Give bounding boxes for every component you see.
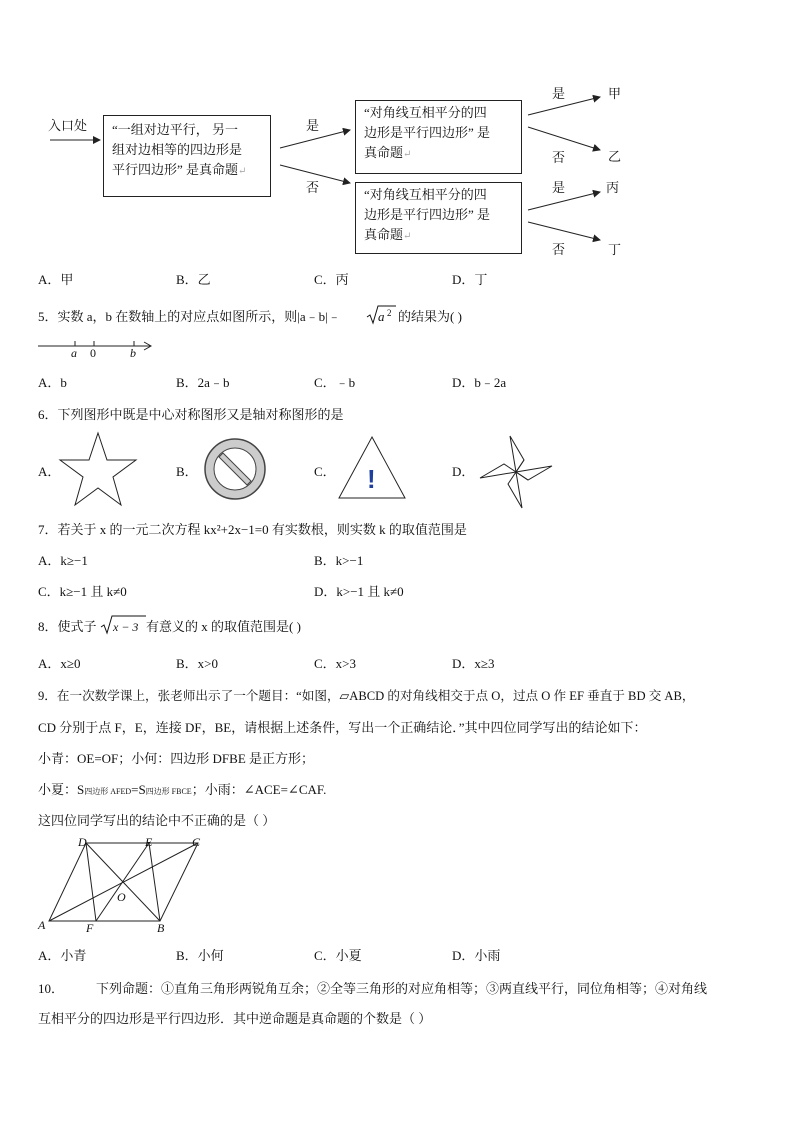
q7-option-b[interactable]: B．k>−1 (314, 553, 364, 568)
axis-label-0: 0 (90, 346, 96, 360)
entry-label: 入口处 (48, 118, 88, 133)
q9-option-b[interactable]: B．小何 (176, 948, 224, 963)
box3-line-2: 边形是平行四边形” 是 (364, 207, 491, 222)
q5-stem-a: 5．实数 a，b 在数轴上的对应点如图所示，则|a﹣b|﹣ (38, 309, 341, 324)
box1-line-3: 平行四边形” 是真命题↵ (112, 162, 247, 177)
q4-option-d[interactable]: D．丁 (452, 272, 488, 287)
q7-option-c[interactable]: C．k≥−1 且 k≠0 (38, 584, 127, 599)
q10-line-2: 互相平分的四边形是平行四边形．其中逆命题是真命题的个数是（ ） (38, 1011, 432, 1026)
q4-option-b[interactable]: B．乙 (176, 272, 211, 287)
q8-option-b[interactable]: B．x>0 (176, 656, 219, 671)
q9-option-c[interactable]: C．小夏 (314, 948, 362, 963)
q5-stem-b: 的结果为( ) (398, 309, 462, 324)
q9-subscript-1: 四边形 AFED (84, 787, 132, 796)
axis-label-b: b (130, 346, 136, 360)
no-label-3: 否 (552, 242, 566, 257)
q8-sqrt-expr: x − 3 (113, 620, 139, 634)
point-label-e: E (145, 835, 153, 849)
output-bing: 丙 (606, 180, 620, 195)
yes-label-2: 是 (552, 86, 566, 101)
q6-label-d[interactable]: D． (452, 464, 475, 479)
prohibition-icon (202, 436, 272, 506)
box3-line-3: 真命题↵ (364, 227, 412, 242)
q10-line-1: 下列命题：①直角三角形两锐角互余；②全等三角形的对应角相等；③两直线平行，同位角相等；④对角线 (96, 981, 708, 996)
q6-label-c[interactable]: C． (314, 464, 336, 479)
q5-option-c[interactable]: C．﹣b (314, 375, 356, 390)
q8-stem-a: 8．使式子 (38, 619, 97, 634)
q10-number: 10． (38, 981, 65, 996)
point-label-d: D (78, 835, 87, 849)
star-icon (60, 430, 140, 510)
q9-subscript-2: 四边形 FBCE (145, 787, 192, 796)
box1-line-2: 组对边相等的四边形是 (112, 142, 243, 157)
box1-line-1: “一组对边平行， 另一 (112, 122, 239, 137)
q4-option-a[interactable]: A．甲 (38, 272, 74, 287)
q9-line-5: 这四位同学写出的结论中不正确的是（ ） (38, 813, 276, 828)
axis-label-a: a (71, 346, 77, 360)
point-label-o: O (117, 890, 126, 904)
no-arrow-3 (528, 222, 600, 240)
q9-option-d[interactable]: D．小雨 (452, 948, 501, 963)
q4-option-c[interactable]: C．丙 (314, 272, 349, 287)
q9-line-2: CD 分别于点 F，E，连接 DF，BE，请根据上述条件，写出一个正确结论．”其中四位同学写出的结论如下： (38, 720, 647, 735)
flow-box-3 (355, 182, 522, 254)
output-jia: 甲 (608, 86, 622, 101)
q8-option-d[interactable]: D．x≥3 (452, 656, 495, 671)
box2-line-1: “对角线互相平分的四 (364, 105, 487, 120)
q6-label-b[interactable]: B． (176, 464, 198, 479)
no-arrow-2 (528, 127, 600, 150)
pinwheel-icon (478, 432, 558, 512)
warning-mark: ! (367, 464, 376, 494)
point-label-c: C (192, 835, 201, 849)
q5-option-a[interactable]: A．b (38, 375, 67, 390)
return-mark: ↵ (238, 166, 247, 177)
q5-sqrt-expr: a (378, 309, 385, 324)
flow-box-1 (103, 115, 271, 197)
q6-label-a[interactable]: A． (38, 464, 61, 479)
point-label-f: F (86, 921, 94, 935)
q9-line-4: 小夏：S四边形 AFED=S四边形 FBCE；小雨：∠ACE=∠CAF. (38, 782, 327, 797)
q5-option-b[interactable]: B．2a﹣b (176, 375, 230, 390)
q7-stem: 7．若关于 x 的一元二次方程 kx²+2x−1=0 有实数根，则实数 k 的取值范围是 (38, 522, 467, 537)
output-yi: 乙 (608, 149, 622, 164)
point-label-b: B (157, 921, 165, 935)
q8-stem-b: 有意义的 x 的取值范围是( ) (146, 619, 301, 634)
no-label-1: 否 (306, 180, 320, 195)
yes-label-3: 是 (552, 180, 566, 195)
parallelogram-figure (38, 838, 208, 928)
point-label-a: A (38, 918, 46, 932)
q5-sqrt-exp: 2 (387, 308, 392, 318)
return-mark: ↵ (403, 231, 412, 242)
q7-option-a[interactable]: A．k≥−1 (38, 553, 88, 568)
yes-label-1: 是 (306, 118, 320, 133)
q5-option-d[interactable]: D．b﹣2a (452, 375, 507, 390)
q7-option-d[interactable]: D．k>−1 且 k≠0 (314, 584, 404, 599)
q6-stem: 6．下列图形中既是中心对称图形又是轴对称图形的是 (38, 407, 344, 422)
q9-line-3: 小青：OE=OF；小何：四边形 DFBE 是正方形； (38, 751, 315, 766)
q9-line-1: 9．在一次数学课上，张老师出示了一个题目：“如图，▱ABCD 的对角线相交于点 O，过点 O 作 EF 垂直于 BD 交 AB， (38, 689, 695, 703)
flow-box-2 (355, 100, 522, 174)
q9-option-a[interactable]: A．小青 (38, 948, 87, 963)
q8-option-c[interactable]: C．x>3 (314, 656, 357, 671)
number-line (38, 338, 158, 358)
box3-line-1: “对角线互相平分的四 (364, 187, 487, 202)
output-ding: 丁 (608, 242, 622, 257)
q8-option-a[interactable]: A．x≥0 (38, 656, 81, 671)
box2-line-3: 真命题↵ (364, 145, 412, 160)
return-mark: ↵ (403, 149, 412, 160)
box2-line-2: 边形是平行四边形” 是 (364, 125, 491, 140)
no-label-2: 否 (552, 150, 566, 165)
